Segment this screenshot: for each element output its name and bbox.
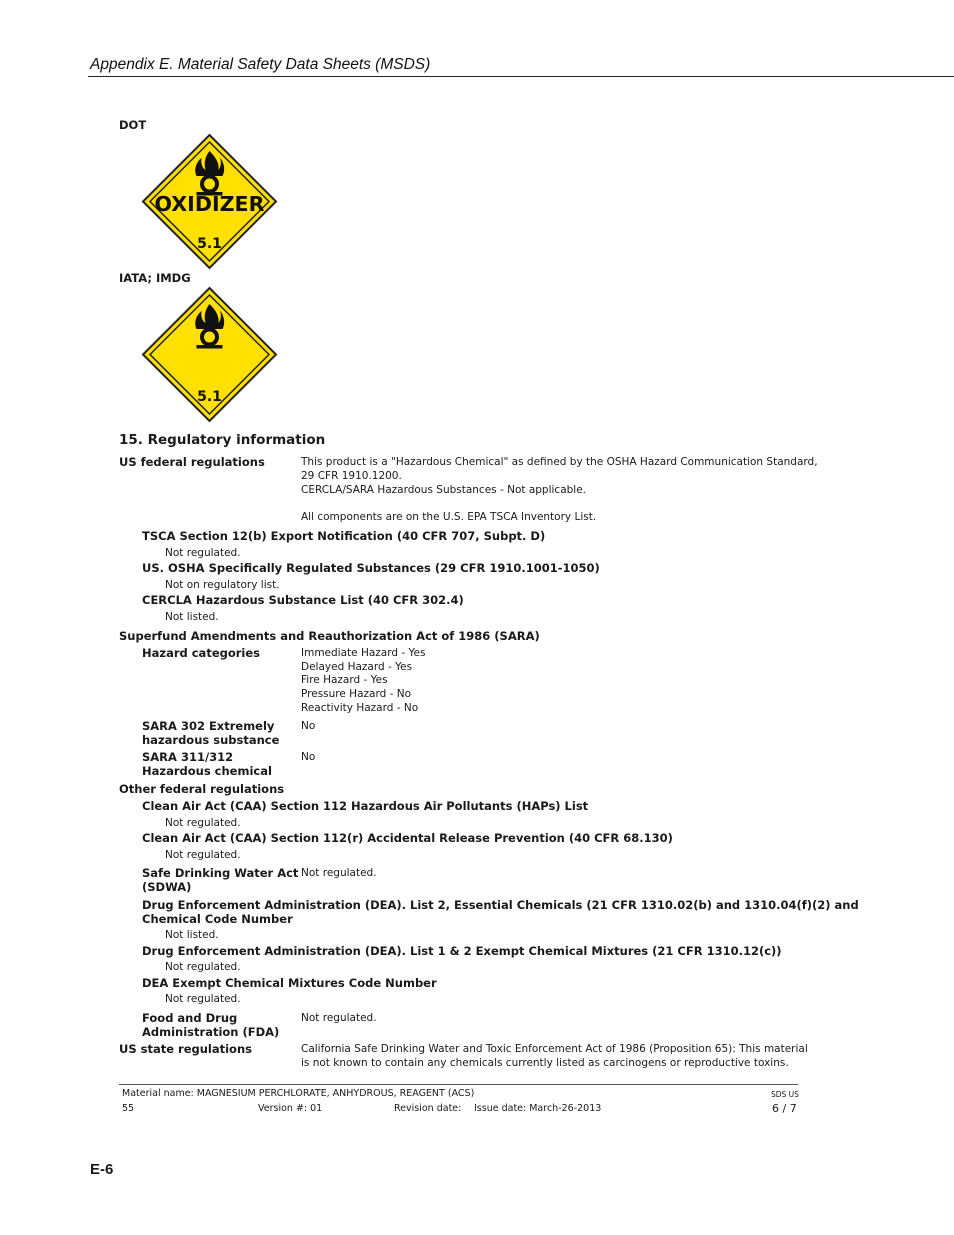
caa112r-label: Clean Air Act (CAA) Section 112(r) Accidental Release Prevention (40 CFR 68.130) — [142, 831, 673, 845]
caa112r-value: Not regulated. — [165, 849, 241, 861]
sdwa-label-2: (SDWA) — [142, 880, 192, 894]
dea12-value: Not regulated. — [165, 961, 241, 973]
page-header-title: Appendix E. Material Safety Data Sheets (MSDS) — [90, 56, 431, 73]
page-number: E-6 — [90, 1161, 114, 1178]
dea-exempt-label: DEA Exempt Chemical Mixtures Code Number — [142, 976, 437, 990]
dea2-label-1: Drug Enforcement Administration (DEA). List 2, Essential Chemicals (21 CFR 1310.02(b) and 1310.04(f)(2) and — [142, 898, 859, 912]
dea2-label-2: Chemical Code Number — [142, 912, 293, 926]
sara302-label-1: SARA 302 Extremely — [142, 719, 275, 733]
oxidizer-placard-iata — [141, 286, 278, 423]
caa112-label: Clean Air Act (CAA) Section 112 Hazardous Air Pollutants (HAPs) List — [142, 799, 589, 813]
placard-class: 5.1 — [197, 236, 222, 252]
hazard-category-item: Reactivity Hazard - No — [301, 702, 419, 714]
sdwa-value: Not regulated. — [301, 867, 377, 879]
sara-label: Superfund Amendments and Reauthorization Act of 1986 (SARA) — [119, 629, 540, 643]
sara311-value: No — [301, 751, 316, 763]
us-state-text-1: California Safe Drinking Water and Toxic Enforcement Act of 1986 (Proposition 65): This material — [301, 1043, 808, 1055]
iata-label: IATA; IMDG — [119, 271, 191, 285]
dea12-label: Drug Enforcement Administration (DEA). List 1 & 2 Exempt Chemical Mixtures (21 CFR 1310.12(c)) — [142, 944, 782, 958]
sara302-value: No — [301, 720, 316, 732]
sara311-label-1: SARA 311/312 — [142, 750, 234, 764]
tsca-value: Not regulated. — [165, 547, 241, 559]
sds-version: Version #: 01 — [258, 1103, 323, 1114]
us-federal-label: US federal regulations — [119, 455, 265, 469]
sara302-label-2: hazardous substance — [142, 733, 280, 747]
hazard-category-item: Fire Hazard - Yes — [301, 674, 388, 686]
hazard-category-item: Pressure Hazard - No — [301, 688, 411, 700]
us-state-label: US state regulations — [119, 1042, 252, 1056]
osha-label: US. OSHA Specifically Regulated Substances (29 CFR 1910.1001-1050) — [142, 561, 600, 575]
caa112-value: Not regulated. — [165, 817, 241, 829]
cercla-label: CERCLA Hazardous Substance List (40 CFR 302.4) — [142, 593, 464, 607]
sds-revision-date: Revision date: — [394, 1103, 462, 1114]
us-federal-text-3: CERCLA/SARA Hazardous Substances - Not applicable. — [301, 484, 587, 496]
sds-footer-rule — [119, 1084, 798, 1085]
dea-exempt-value: Not regulated. — [165, 993, 241, 1005]
fda-label-2: Administration (FDA) — [142, 1025, 280, 1039]
cercla-value: Not listed. — [165, 611, 219, 623]
tsca-label: TSCA Section 12(b) Export Notification (40 CFR 707, Subpt. D) — [142, 529, 546, 543]
placard-class: 5.1 — [197, 389, 222, 405]
section-title: 15. Regulatory information — [119, 432, 326, 448]
us-federal-text-4: All components are on the U.S. EPA TSCA Inventory List. — [301, 511, 597, 523]
header-rule — [88, 76, 954, 77]
sds-page-count: 6 / 7 — [772, 1102, 797, 1115]
hazard-categories-label: Hazard categories — [142, 646, 261, 660]
dot-label: DOT — [119, 118, 147, 132]
us-federal-text-1: This product is a "Hazardous Chemical" as defined by the OSHA Hazard Communication Standard, — [301, 456, 818, 468]
sds-id: 55 — [122, 1103, 135, 1114]
oxidizer-placard-dot — [141, 133, 278, 270]
dea2-value: Not listed. — [165, 929, 219, 941]
us-federal-text-2: 29 CFR 1910.1200. — [301, 470, 402, 482]
fda-value: Not regulated. — [301, 1012, 377, 1024]
osha-value: Not on regulatory list. — [165, 579, 280, 591]
hazard-category-item: Delayed Hazard - Yes — [301, 661, 413, 673]
placard-word: OXIDIZER — [154, 192, 265, 216]
sds-issue-date: Issue date: March-26-2013 — [474, 1103, 602, 1114]
us-state-text-2: is not known to contain any chemicals currently listed as carcinogens or reproductive toxins. — [301, 1057, 789, 1069]
sds-material-name: Material name: MAGNESIUM PERCHLORATE, ANHYDROUS, REAGENT (ACS) — [122, 1088, 475, 1099]
sdwa-label-1: Safe Drinking Water Act — [142, 866, 299, 880]
hazard-category-item: Immediate Hazard - Yes — [301, 647, 426, 659]
sds-us-tag: SDS US — [771, 1090, 799, 1099]
fda-label-1: Food and Drug — [142, 1011, 238, 1025]
other-federal-label: Other federal regulations — [119, 782, 285, 796]
sara311-label-2: Hazardous chemical — [142, 764, 272, 778]
